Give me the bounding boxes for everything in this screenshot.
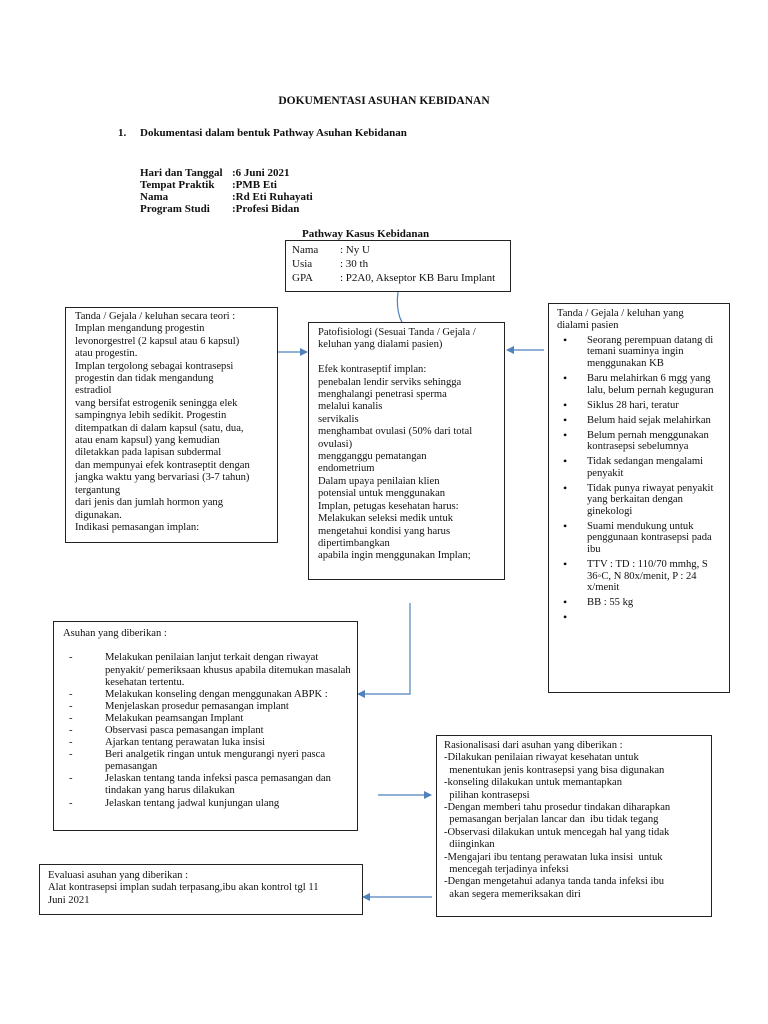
teori-line: jangka waktu yang bervariasi (3-7 tahun) [75, 472, 250, 484]
asuhan-item: - Beri analgetik ringan untuk mengurangi nyeri pasca pemasangan [63, 749, 353, 773]
patient-box [285, 240, 511, 292]
patofisiologi-line: menghambat ovulasi (50% dari total [318, 426, 473, 438]
patient-value: : Ny U [340, 244, 370, 256]
rasional-line: -Dengan memberi tahu prosedur tindakan diharapkan [444, 802, 671, 814]
asuhan-item: - Melakukan konseling dengan menggunakan ABPK : [63, 689, 353, 701]
patofisiologi-line: menghalangi penetrasi sperma [318, 389, 447, 401]
patofisiologi-line: apabila ingin menggunakan Implan; [318, 550, 471, 562]
teori-line: Implan mengandung progestin [75, 323, 205, 335]
patofisiologi-line: Implan, petugas kesehatan harus: [318, 500, 459, 512]
asuhan-item: - Melakukan penilaian lanjut terkait dengan riwayat penyakit/ pemeriksaan khusus apabila ditemukan masalah kesehatan tertentu. [63, 652, 353, 688]
asuhan-item: - Menjelaskan prosedur pemasangan implant [63, 701, 353, 713]
pasien-item: • Belum haid sejak melahirkan [549, 415, 725, 427]
pathway-title: Pathway Kasus Kebidanan [302, 228, 430, 240]
evaluasi-box [39, 864, 363, 915]
arrow-patofisiologi-to-asuhan [358, 603, 410, 694]
asuhan-item: - Melakukan peamsangan Implant [63, 713, 353, 725]
patofisiologi-line: dipertimbangkan [318, 537, 390, 549]
section-heading: Dokumentasi dalam bentuk Pathway Asuhan Kebidanan [140, 127, 407, 139]
asuhan-list [63, 652, 353, 809]
info-label: Program Studi [140, 203, 210, 215]
rasional-line: pilihan kontrasepsi [444, 789, 530, 801]
asuhan-item: - Ajarkan tentang perawatan luka insisi [63, 737, 353, 749]
rasional-line: -Dengan mengetahui adanya tanda tanda infeksi ibu [444, 876, 665, 888]
asuhan-heading: Asuhan yang diberikan : [63, 628, 167, 639]
patofisiologi-line: melalui kanalis [318, 401, 383, 413]
pasien-list [549, 335, 725, 624]
asuhan-box [53, 621, 358, 831]
teori-line: tergantung [75, 484, 121, 496]
evaluasi-line: Juni 2021 [48, 894, 90, 906]
rasional-box [436, 735, 712, 917]
teori-line: Tanda / Gejala / keluhan secara teori : [75, 311, 236, 322]
patofisiologi-line: Efek kontraseptif implan: [318, 364, 427, 376]
asuhan-item: - Jelaskan tentang tanda infeksi pasca pemasangan dan tindakan yang harus dilakukan [63, 773, 353, 797]
info-label: Hari dan Tanggal [140, 167, 223, 179]
teori-line: vang bersifat estrogenik seningga elek [75, 397, 238, 409]
asuhan-item: - Observasi pasca pemasangan implant [63, 725, 353, 737]
rasional-line: -Dilakukan penilaian riwayat kesehatan untuk [444, 752, 639, 764]
info-value: :Rd Eti Ruhayati [232, 191, 313, 203]
teori-line: diletakkan pada lapisan subdermal [75, 447, 222, 459]
teori-line: progestin dan tidak mengandung [75, 373, 214, 385]
pasien-item: • Belum pernah menggunakan kontrasepsi sebelumnya [549, 430, 725, 453]
patofisiologi-line: endometrium [318, 463, 375, 475]
evaluasi-line: Alat kontrasepsi implan sudah terpasang,ibu akan kontrol tgl 11 [48, 882, 319, 894]
teori-line: digunakan. [75, 509, 122, 521]
teori-line: atau enam kapsul) yang kemudian [75, 435, 220, 447]
patient-label: Usia [292, 258, 313, 270]
rasional-line: mencegah terjadinya infeksi [444, 864, 569, 876]
patofisiologi-line: penebalan lendir serviks sehingga [318, 376, 462, 388]
patofisiologi-box [308, 322, 505, 580]
pasien-item: • Suami mendukung untuk penggunaan kontrasepsi pada ibu [549, 521, 725, 556]
evaluasi-line: Evaluasi asuhan yang diberikan : [48, 870, 189, 881]
pasien-item: • Baru melahirkan 6 mgg yang lalu, belum pernah keguguran [549, 373, 725, 396]
teori-line: atau progestin. [75, 348, 138, 360]
patient-value: : 30 th [340, 258, 369, 270]
info-label: Tempat Praktik [140, 179, 215, 191]
patofisiologi-line: mengetahui kondisi yang harus [318, 525, 451, 537]
rasional-line: Rasionalisasi dari asuhan yang diberikan : [444, 740, 623, 751]
asuhan-item: - Jelaskan tentang jadwal kunjungan ulang [63, 798, 353, 810]
rasional-line: -konseling dilakukan untuk memantapkan [444, 777, 622, 789]
teori-line: Indikasi pemasangan implan: [75, 521, 200, 533]
teori-line: sampingnya lebih sedikit. Progestin [75, 410, 227, 422]
patofisiologi-line: Patofisiologi (Sesuai Tanda / Gejala / [318, 327, 476, 338]
patofisiologi-line: ovulasi) [318, 438, 353, 450]
patofisiologi-line [318, 352, 504, 364]
teori-line: dari jenis dan jumlah hormon yang [75, 497, 223, 509]
teori-box [65, 307, 278, 543]
patient-label: Nama [292, 244, 319, 256]
section-number: 1. [118, 127, 127, 139]
teori-line: dan mempunyai efek kontraseptit dengan [75, 459, 250, 471]
pasien-item [549, 612, 725, 624]
patofisiologi-line: Melakukan seleksi medik untuk [318, 513, 454, 525]
rasional-line: pemasangan berjalan lancar dan ibu tidak tegang [444, 814, 659, 826]
document-title: DOKUMENTASI ASUHAN KEBIDANAN [278, 95, 490, 107]
patofisiologi-line: potensial untuk menggunakan [318, 488, 446, 500]
pasien-box [548, 303, 730, 693]
patofisiologi-line: Dalam upaya penilaian klien [318, 475, 440, 487]
rasional-line: menentukan jenis kontrasepsi yang bisa digunakan [444, 764, 665, 776]
patient-value: : P2A0, Akseptor KB Baru Implant [340, 272, 496, 284]
pasien-item: • Seorang perempuan datang di temani suaminya ingin menggunakan KB [549, 335, 725, 370]
info-value: :Profesi Bidan [232, 203, 300, 215]
rasional-line: akan segera memeriksakan diri [444, 888, 581, 900]
teori-line: levonorgestrel (2 kapsul atau 6 kapsul) [75, 335, 240, 347]
teori-line: Implan tergolong sebagai kontrasepsi [75, 360, 234, 372]
pasien-item: • Tidak sedangan mengalami penyakit [549, 456, 725, 479]
pasien-heading: Tanda / Gejala / keluhan yang [557, 308, 684, 319]
info-value: :6 Juni 2021 [232, 167, 290, 179]
pasien-item: • BB : 55 kg [549, 597, 725, 609]
info-label: Nama [140, 191, 169, 203]
pasien-item: • TTV : TD : 110/70 mmhg, S 36◦C, N 80x/menit, P : 24 x/menit [549, 559, 725, 594]
patofisiologi-line: keluhan yang dialami pasien) [318, 339, 443, 351]
pasien-heading: dialami pasien [557, 320, 619, 332]
rasional-line: -Observasi dilakukan untuk mencegah hal yang tidak [444, 826, 670, 838]
pasien-item: • Siklus 28 hari, teratur [549, 400, 725, 412]
info-value: :PMB Eti [232, 179, 277, 191]
patofisiologi-line: servikalis [318, 413, 359, 425]
teori-line: ditempatkan di dalam kapsul (satu, dua, [75, 422, 244, 434]
patient-label: GPA [292, 272, 313, 284]
rasional-line: -Mengajari ibu tentang perawatan luka insisi untuk [444, 851, 663, 863]
pasien-item: • Tidak punya riwayat penyakit yang berkaitan dengan ginekologi [549, 483, 725, 518]
rasional-line: diinginkan [444, 839, 495, 851]
teori-line: estradiol [75, 385, 112, 397]
patofisiologi-line: mengganggu pematangan [318, 451, 427, 463]
